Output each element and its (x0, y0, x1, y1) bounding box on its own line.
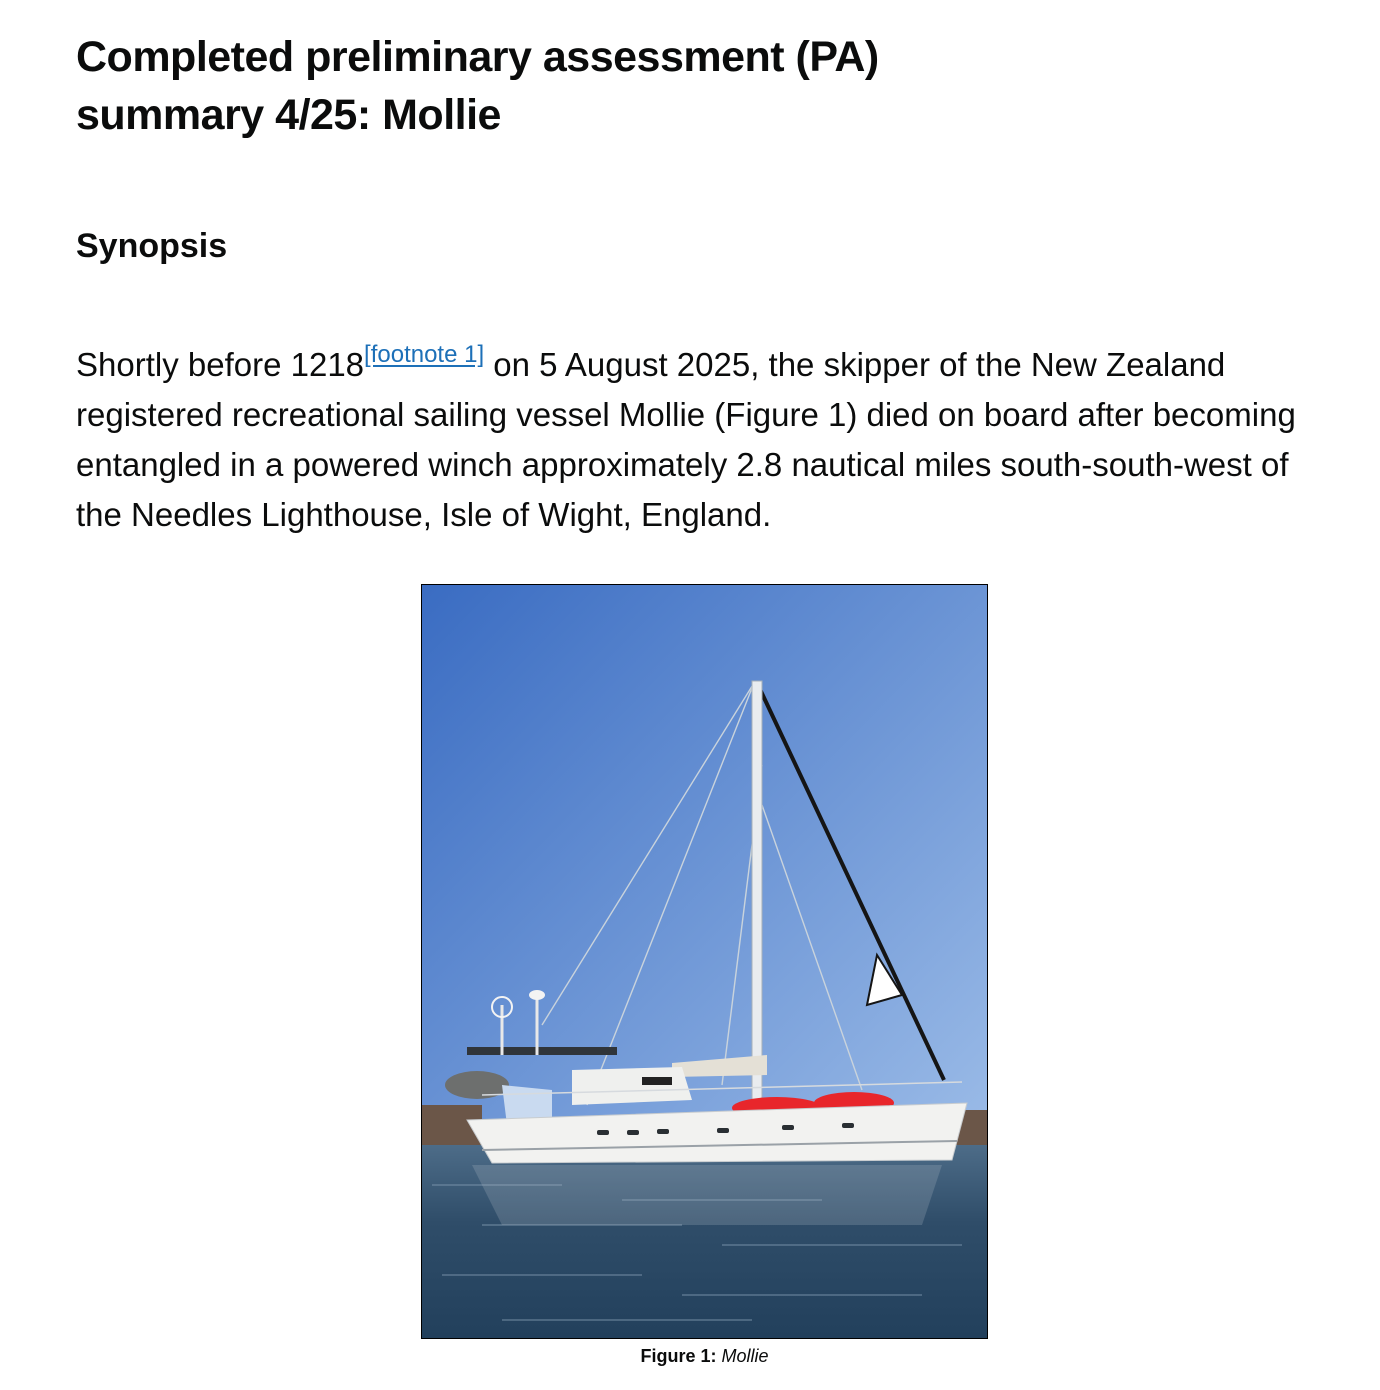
radar-dome (529, 990, 545, 1000)
sailing-vessel-mollie-image (422, 585, 987, 1338)
synopsis-text-start: Shortly before 1218 (76, 346, 365, 383)
page-title: Completed preliminary assessment (PA) summary 4/25: Mollie (76, 33, 879, 139)
synopsis-paragraph (76, 340, 1316, 540)
figure-caption (421, 1345, 988, 1367)
cabin-window (642, 1077, 672, 1085)
solar-panels (467, 1047, 617, 1055)
section-heading-synopsis: Synopsis (76, 227, 228, 265)
mast (752, 681, 762, 1101)
sky (422, 585, 987, 1165)
boat-reflection (472, 1165, 942, 1225)
figure-1-photo (421, 584, 988, 1339)
footnote-ref (364, 341, 484, 368)
footnote-1-link[interactable]: [footnote 1] (364, 341, 485, 368)
synopsis-text-end: on 5 August 2025, the skipper of the New Zealand registered recreational sailing vessel Mollie (Figure 1) died on board after becoming entangled in a powered winch approximately 2.8 nautical miles south-south-west of the Needles Lighthouse, Isle of Wight, England. (76, 346, 1296, 533)
figure-caption-label: Figure 1: (640, 1346, 717, 1366)
figure-caption-title: Mollie (721, 1346, 769, 1366)
article (76, 28, 1316, 533)
cabin (572, 1067, 692, 1105)
